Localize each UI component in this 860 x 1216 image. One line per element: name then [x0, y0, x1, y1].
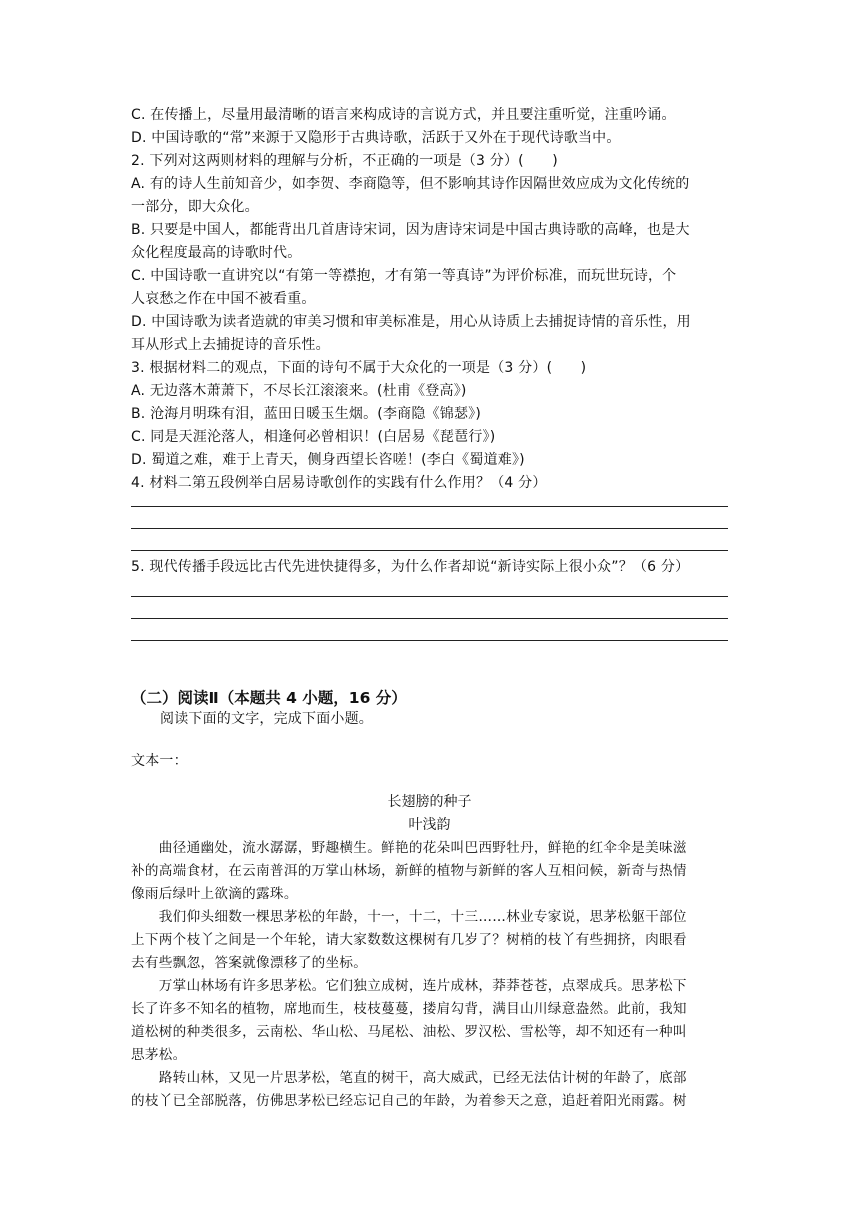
q2-option-c-line2: 人哀愁之作在中国不被看重。 [131, 291, 316, 307]
section-heading: （二）阅读Ⅱ（本题共 4 小题，16 分） [131, 689, 407, 707]
answer-line[interactable] [131, 618, 728, 619]
question-5: 5. 现代传播手段远比古代先进快捷得多，为什么作者却说“新诗实际上很小众”？（6 分） [131, 559, 690, 575]
article-line: 补的高端食材，在云南普洱的万掌山林场，新鲜的植物与新鲜的客人互相问候，新奇与热情 [131, 863, 687, 879]
article-author: 叶浅韵 [408, 817, 451, 833]
answer-line[interactable] [131, 550, 728, 551]
answer-line[interactable] [131, 640, 728, 641]
article-line: 的枝丫已全部脱落，仿佛思茅松已经忘记自己的年龄，为着参天之意，追赶着阳光雨露。树 [131, 1093, 687, 1109]
q2-option-a-line2: 一部分，即大众化。 [131, 199, 259, 215]
text-label: 文本一： [131, 753, 188, 769]
q2-option-b-line2: 众化程度最高的诗歌时代。 [131, 245, 302, 261]
article-line: 长了许多不知名的植物，席地而生，枝枝蔓蔓，搂肩勾背，满目山川绿意盎然。此前，我知 [131, 1001, 687, 1017]
q3-option-d: D. 蜀道之难，难于上青天，侧身西望长咨嗟！(李白《蜀道难》) [131, 452, 525, 468]
section-instruction: 阅读下面的文字，完成下面小题。 [160, 711, 373, 727]
article-title: 长翅膀的种子 [387, 794, 472, 810]
article-line: 道松树的种类很多，云南松、华山松、马尾松、油松、罗汉松、雪松等，却不知还有一种叫 [131, 1024, 687, 1040]
article-line: 上下两个枝丫之间是一个年轮，请大家数数这棵树有几岁了？树梢的枝丫有些拥挤，肉眼看 [131, 932, 687, 948]
q2-option-a-line1: A. 有的诗人生前知音少，如李贺、李商隐等，但不影响其诗作因隔世效应成为文化传统的 [131, 176, 690, 192]
q2-option-d-line2: 耳从形式上去捕捉诗的音乐性。 [131, 337, 330, 353]
q2-option-d-line1: D. 中国诗歌为读者造就的审美习惯和审美标准是，用心从诗质上去捕捉诗情的音乐性，用 [131, 314, 691, 330]
question-4: 4. 材料二第五段例举白居易诗歌创作的实践有什么作用？（4 分） [131, 475, 547, 491]
question-2: 2. 下列对这两则材料的理解与分析，不正确的一项是（3 分）( ) [131, 153, 558, 169]
answer-line[interactable] [131, 528, 728, 529]
article-line: 我们仰头细数一棵思茅松的年龄，十一，十二，十三……林业专家说，思茅松躯干部位 [131, 909, 687, 925]
question-3: 3. 根据材料二的观点，下面的诗句不属于大众化的一项是（3 分）( ) [131, 360, 587, 376]
q2-option-c-line1: C. 中国诗歌一直讲究以“有第一等襟抱，才有第一等真诗”为评价标准，而玩世玩诗，个 [131, 268, 677, 284]
option-c-line: C. 在传播上，尽量用最清晰的语言来构成诗的言说方式，并且要注重听觉，注重吟诵。 [131, 107, 676, 123]
q2-option-b-line1: B. 只要是中国人，都能背出几首唐诗宋词，因为唐诗宋词是中国古典诗歌的高峰，也是大 [131, 222, 690, 238]
option-d-line: D. 中国诗歌的“常”来源于又隐形于古典诗歌，活跃于又外在于现代诗歌当中。 [131, 130, 621, 146]
article-line: 思茅松。 [131, 1047, 187, 1063]
article-line: 像雨后绿叶上欲滴的露珠。 [131, 886, 298, 902]
answer-line[interactable] [131, 596, 728, 597]
q3-option-b: B. 沧海月明珠有泪，蓝田日暖玉生烟。(李商隐《锦瑟》) [131, 406, 482, 422]
article-line: 路转山林，又见一片思茅松，笔直的树干，高大威武，已经无法估计树的年龄了，底部 [131, 1070, 687, 1086]
article-line: 曲径通幽处，流水潺潺，野趣横生。鲜艳的花朵叫巴西野牡丹，鲜艳的红伞伞是美味滋 [131, 840, 687, 856]
article-line: 去有些飘忽，答案就像漂移了的坐标。 [131, 955, 368, 971]
q3-option-a: A. 无边落木萧萧下，不尽长江滚滚来。(杜甫《登高》) [131, 383, 467, 399]
answer-line[interactable] [131, 506, 728, 507]
q3-option-c: C. 同是天涯沦落人，相逢何必曾相识！(白居易《琵琶行》) [131, 429, 496, 445]
article-line: 万掌山林场有许多思茅松。它们独立成树，连片成林，莽莽苍苍，点翠成兵。思茅松下 [131, 978, 687, 994]
